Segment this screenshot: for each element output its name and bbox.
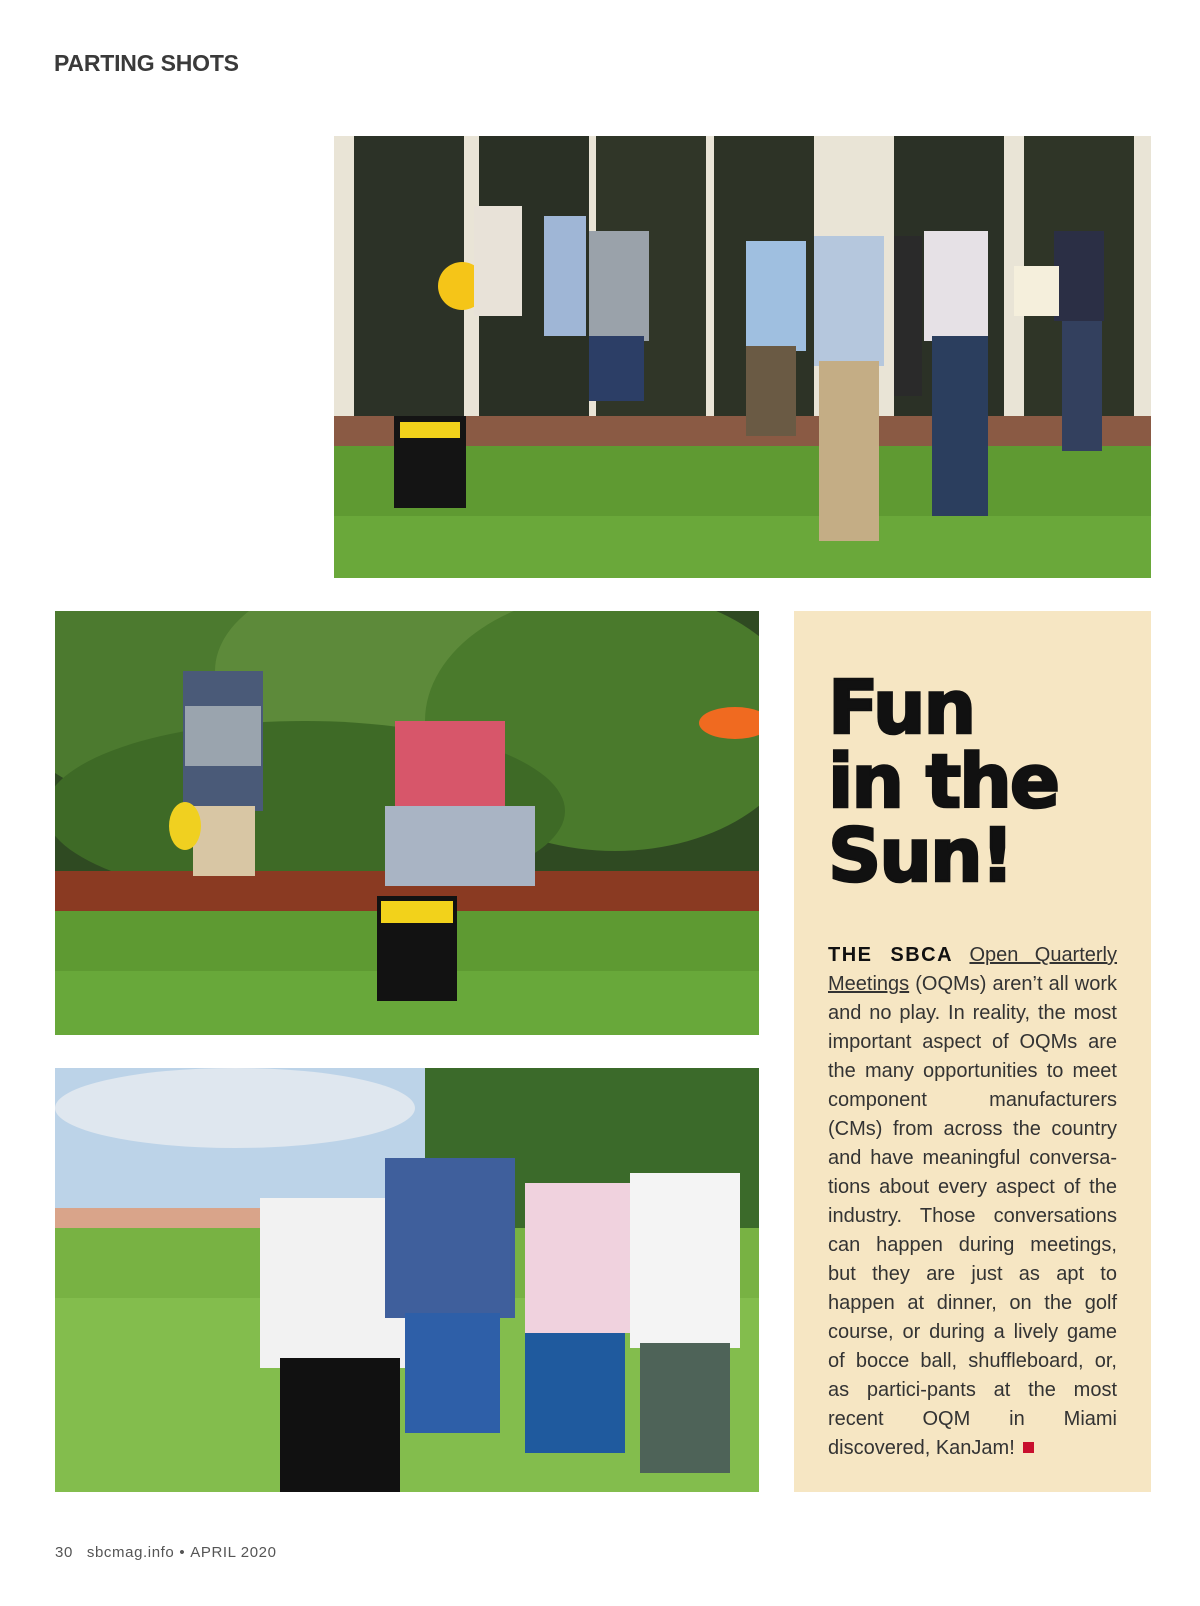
headline-line-3: Sun! [828, 813, 1013, 899]
folio [55, 1544, 277, 1561]
photo-kanjam-lawn [55, 611, 759, 1035]
page-number: 30 [55, 1544, 73, 1561]
site-name: sbcmag.info [86, 1544, 175, 1561]
issue-date: APRIL 2020 [190, 1544, 277, 1561]
bullet-separator: • [179, 1544, 186, 1561]
section-label: PARTING SHOTS [54, 50, 239, 76]
headline-line-2: in the [828, 739, 1059, 825]
body-copy [828, 941, 1117, 1463]
sidebar-box [794, 611, 1151, 1492]
body-text: (OQMs) aren’t all work and no play. In reality, the most important aspect of OQMs are the many opportunities to meet component manufacturers (CMs) from across the country and have meaningful conversa-tions about every aspect of the industry. Those conversations can happen during meetings, but they are just as apt to happen at dinner, on the golf course, or during a lively game of bocce ball, shuffleboard, or, as partici-pants at the most recent OQM in Miami discovered, KanJam! [828, 973, 1117, 1459]
photo-golf-foursome [55, 1068, 759, 1492]
headline-line-1: Fun [828, 665, 975, 751]
oqm-link[interactable]: Open Quarterly Meetings [828, 944, 1118, 995]
photo-kanjam-patio [334, 136, 1151, 578]
lead-in: THE SBCA [828, 944, 954, 966]
end-mark-icon [1023, 1442, 1034, 1453]
headline [828, 665, 1117, 899]
